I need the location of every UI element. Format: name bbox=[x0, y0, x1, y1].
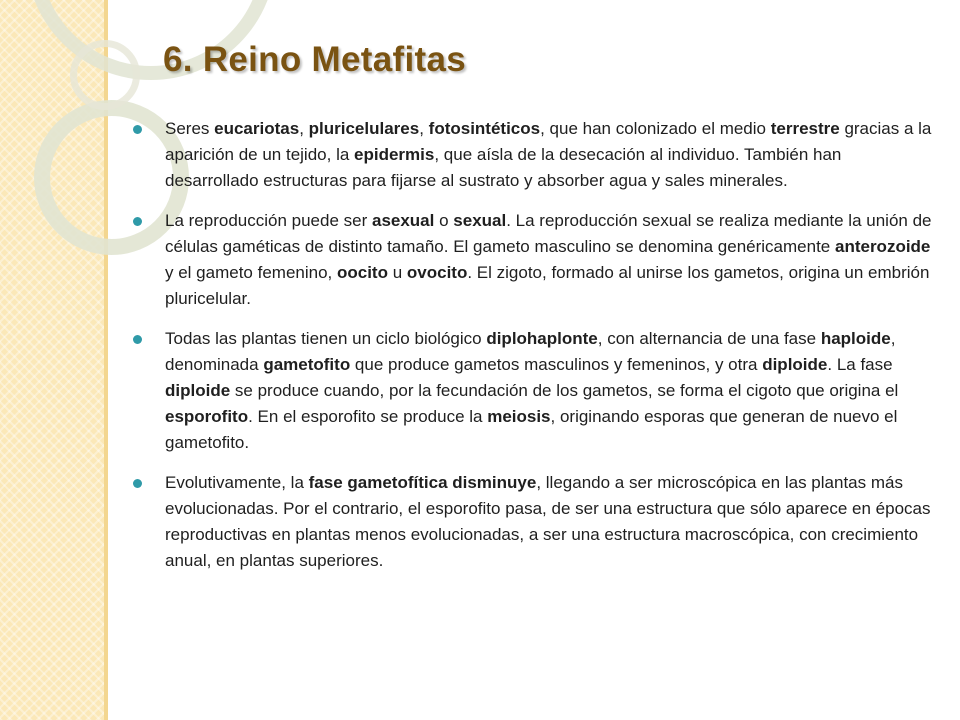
bullet-dot-icon bbox=[133, 335, 142, 344]
bullet-text bbox=[165, 119, 931, 190]
text-segment: Evolutivamente, la bbox=[165, 473, 309, 492]
bold-term: diploide bbox=[762, 355, 828, 374]
bold-term: eucariotas bbox=[214, 119, 300, 138]
text-segment: o bbox=[434, 211, 454, 230]
text-segment: . La reproducción sexual se realiza mediante la unión de células gaméticas de distinto tamaño. El gameto masculino se denomina genéricamente bbox=[165, 211, 932, 256]
decorative-ring-small bbox=[70, 40, 140, 110]
text-segment: , originando esporas que generan de nuevo el gametofito. bbox=[165, 407, 898, 452]
text-segment: , bbox=[299, 119, 309, 138]
bullet-item bbox=[133, 116, 933, 194]
bullet-item bbox=[133, 208, 933, 312]
bullet-dot-icon bbox=[133, 479, 142, 488]
bullet-item bbox=[133, 470, 933, 574]
slide-title: 6. Reino Metafitas bbox=[163, 40, 466, 79]
bold-term: anterozoide bbox=[834, 237, 931, 256]
bold-term: pluricelulares bbox=[308, 119, 420, 138]
bold-term: fotosintéticos bbox=[428, 119, 541, 138]
bold-term: oocito bbox=[336, 263, 388, 282]
text-segment: . En el esporofito se produce la bbox=[248, 407, 488, 426]
bullet-list bbox=[133, 116, 933, 588]
bold-term: ovocito bbox=[406, 263, 468, 282]
bold-term: sexual bbox=[453, 211, 507, 230]
bold-term: fase gametofítica disminuye bbox=[308, 473, 537, 492]
text-segment: . La fase bbox=[827, 355, 893, 374]
bold-term: asexual bbox=[371, 211, 435, 230]
text-segment: que produce gametos masculinos y femeninos, y otra bbox=[350, 355, 763, 374]
text-segment: , denominada bbox=[165, 329, 896, 374]
bold-term: esporofito bbox=[165, 407, 249, 426]
bold-term: gametofito bbox=[263, 355, 351, 374]
text-segment: , llegando a ser microscópica en las plantas más evolucionadas. Por el contrario, el esporofito pasa, de ser una estructura que sólo aparece en épocas reproductivas en plantas menos evolucionadas, a ser una estructura macroscópica, con crecimiento anual, en plantas superiores. bbox=[165, 473, 931, 570]
bold-term: epidermis bbox=[354, 145, 435, 164]
bullet-dot-icon bbox=[133, 217, 142, 226]
bold-term: terrestre bbox=[770, 119, 840, 138]
bold-term: diplohaplonte bbox=[486, 329, 598, 348]
text-segment: gracias a la aparición de un tejido, la bbox=[165, 119, 932, 164]
bullet-item bbox=[133, 326, 933, 456]
bullet-dot-icon bbox=[133, 125, 142, 134]
text-segment: , bbox=[419, 119, 429, 138]
bullet-text bbox=[165, 211, 931, 308]
bold-term: haploide bbox=[820, 329, 891, 348]
text-segment: , que aísla de la desecación al individuo. También han desarrollado estructuras para fijarse al sustrato y absorber agua y sales minerales. bbox=[165, 145, 842, 190]
text-segment: y el gameto femenino, bbox=[165, 263, 337, 282]
text-segment: Todas las plantas tienen un ciclo biológico bbox=[165, 329, 487, 348]
bullet-text bbox=[165, 473, 930, 570]
bold-term: diploide bbox=[165, 381, 231, 400]
text-segment: . El zigoto, formado al unirse los gametos, origina un embrión pluricelular. bbox=[165, 263, 930, 308]
text-segment: se produce cuando, por la fecundación de los gametos, se forma el cigoto que origina el bbox=[230, 381, 899, 400]
bold-term: meiosis bbox=[487, 407, 551, 426]
text-segment: La reproducción puede ser bbox=[165, 211, 372, 230]
text-segment: u bbox=[387, 263, 407, 282]
text-segment: , que han colonizado el medio bbox=[540, 119, 771, 138]
text-segment: Seres bbox=[165, 119, 215, 138]
bullet-text bbox=[165, 329, 898, 452]
text-segment: , con alternancia de una fase bbox=[597, 329, 821, 348]
